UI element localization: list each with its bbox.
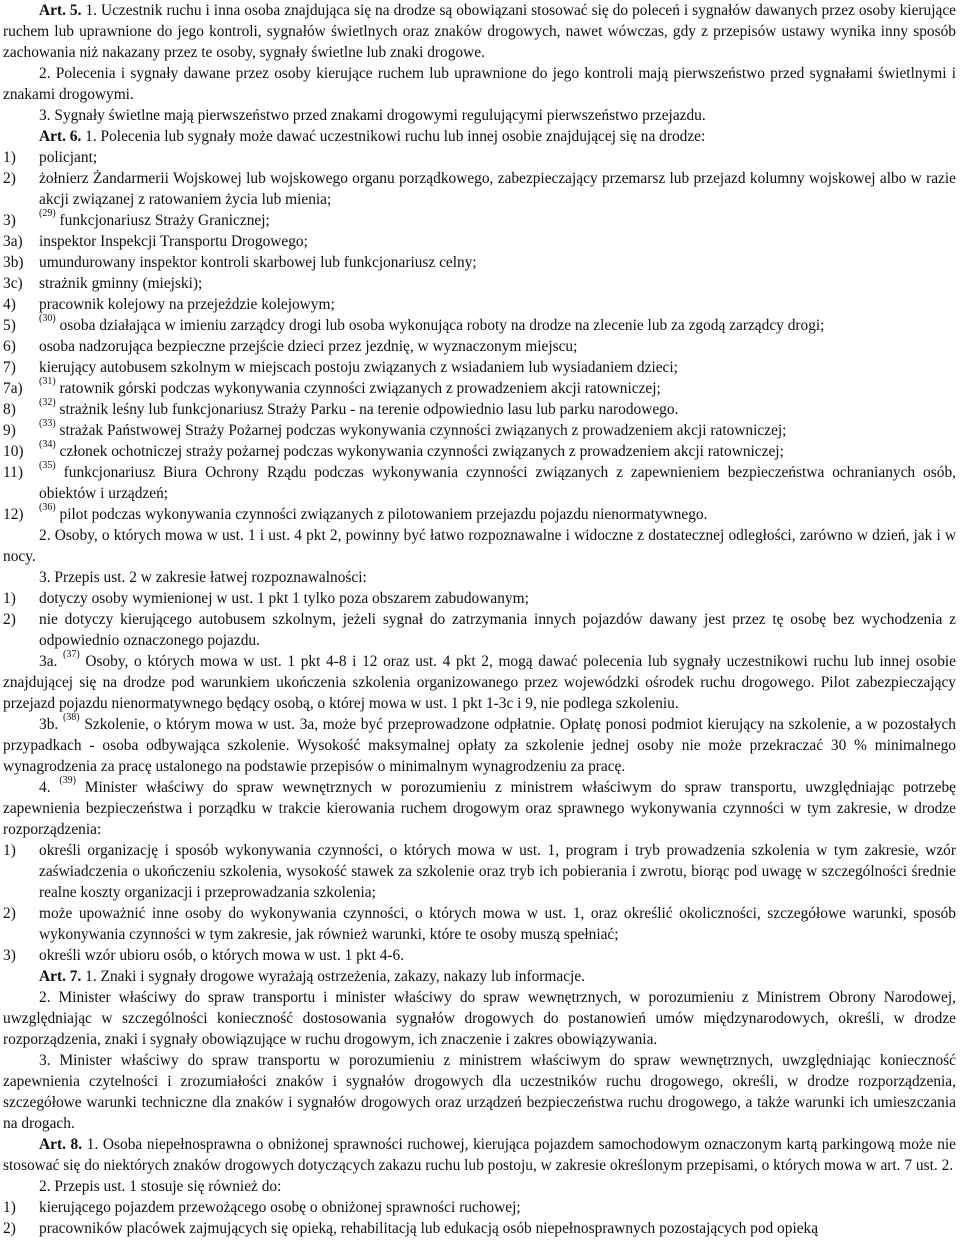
art-8-paragraph-2: 2. Przepis ust. 1 stosuje się również do: — [39, 1178, 282, 1195]
art-7-paragraph-3: 3. Minister właściwy do spraw transportu w porozumieniu z ministrem właściwym do spraw wewnętrznych, uwzględniając konieczność zapewnienia czytelności i zrozumiałości znaków i sygnałów drogowych dla uczestników ruchu drogowego, określi, w drodze rozporządzenia, szczegółowe warunki techniczne dla znaków i sygnałów drogowych oraz urządzeń bezpieczeństwa ruchu drogowego, a także warunki ich umieszczania na drogach. — [3, 1052, 956, 1132]
list-item-body: może upoważnić inne osoby do wykonywania czynności, o których mowa w ust. 1, oraz określić okoliczności, szczegółowe warunki, sposób wykonywania czynności w tym zakresie, jak również warunki, które te osoby muszą spełniać; — [39, 905, 956, 943]
list-item-number: 1) — [3, 149, 16, 166]
list-item — [3, 441, 956, 462]
list-item-number: 11) — [3, 464, 23, 481]
list-item-body: pracowników placówek zajmujących się opieką, rehabilitacją lub edukacją osób niepełnosprawnych pozostających pod opieką — [39, 1220, 819, 1237]
list-item-body: żołnierz Żandarmerii Wojskowej lub wojskowego organu porządkowego, zabezpieczający przemarsz lub przejazd kolumny wojskowej albo w razie akcji związanej z ratowaniem życia lub mienia; — [39, 170, 956, 208]
art-7-paragraph-2: 2. Minister właściwy do spraw transportu i minister właściwy do spraw wewnętrznych, w porozumieniu z Ministrem Obrony Narodowej, uwzględniając w szczególności konieczność dostosowania sygnałów drogowych do postanowień umów międzynarodowych, określi, w drodze rozporządzenia, znaki i sygnały obowiązujące w ruchu drogowym, ich znaczenie i zakres obowiązywania. — [3, 989, 956, 1048]
list-item-text — [39, 588, 956, 609]
list-item-text — [39, 840, 956, 903]
list-item-body: umundurowany inspektor kontroli skarbowej lub funkcjonariusz celny; — [39, 254, 477, 271]
list-item-text — [39, 336, 956, 357]
list-item — [3, 210, 956, 231]
list-item-text — [39, 168, 956, 210]
art-6-paragraph-3b — [3, 714, 956, 777]
art-6-p4-list — [3, 840, 956, 966]
art-8-heading: Art. 8. — [39, 1136, 83, 1153]
art-6-p4-text: Minister właściwy do spraw wewnętrznych w porozumieniu z ministrem właściwym do spraw transportu, uwzględniając potrzebę zapewnienia bezpieczeństwa i porządku w trakcie kierowania ruchem drogowym oraz sprawnego wykonywania czynności w tym zakresie, w drodze rozporządzenia: — [3, 779, 956, 838]
list-item — [3, 840, 956, 903]
list-item-text — [39, 504, 956, 525]
footnote-ref: (39) — [59, 775, 76, 786]
list-item-text — [39, 945, 956, 966]
art-7-heading: Art. 7. — [39, 968, 82, 985]
list-item-body: określi wzór ubioru osób, o których mowa w ust. 1 pkt 4-6. — [39, 947, 405, 964]
list-item-number: 10) — [3, 443, 24, 460]
list-item-body: dotyczy osoby wymienionej w ust. 1 pkt 1 tylko poza obszarem zabudowanym; — [39, 590, 529, 607]
list-item — [3, 378, 956, 399]
list-item-number: 4) — [3, 296, 16, 313]
list-item-number: 7a) — [3, 380, 23, 397]
list-item-number: 3b) — [3, 254, 24, 271]
list-item-number: 7) — [3, 359, 16, 376]
list-item — [3, 462, 956, 504]
list-item — [3, 315, 956, 336]
art-6-paragraph-3: 3. Przepis ust. 2 w zakresie łatwej rozpoznawalności: — [39, 569, 367, 586]
footnote-ref: (33) — [39, 418, 56, 429]
footnote-ref: (36) — [39, 502, 56, 513]
list-item-text — [39, 420, 956, 441]
art-6-p3a-number: 3a. — [39, 653, 58, 670]
list-item — [3, 420, 956, 441]
footnote-ref: (31) — [39, 376, 56, 387]
list-item-number: 5) — [3, 317, 16, 334]
list-item-text — [39, 147, 956, 168]
list-item-body: osoba nadzorująca bezpieczne przejście dzieci przez jezdnię, w wyznaczonym miejscu; — [39, 338, 578, 355]
list-item-body: policjant; — [39, 149, 98, 166]
art-6-p3a-text: Osoby, o których mowa w ust. 1 pkt 4-8 i 12 oraz ust. 4 pkt 2, mogą dawać polecenia lub sygnały uczestnikowi ruchu lub innej osobie znajdującej się na drodze pod warunkiem ukończenia szkolenia organizowanego przez wojewódzki ośrodek ruchu drogowego. Pilot zabezpieczający przejazd pojazdu nienormatywnego będący osobą, o której mowa w ust. 1 pkt 1-3c i 9, nie podlega szkoleniu. — [3, 653, 956, 712]
list-item — [3, 147, 956, 168]
footnote-ref: (32) — [39, 397, 56, 408]
list-item-body: określi organizację i sposób wykonywania czynności, o których mowa w ust. 1, program i tryb prowadzenia szkolenia w tym zakresie, wzór zaświadczenia o ukończeniu szkolenia, wysokość stawek za szkolenie oraz tryb ich pobierania i zwrotu, biorąc pod uwagę w szczególności średnie realne koszty organizacji i przeprowadzania szkolenia; — [39, 842, 956, 901]
list-item-body: nie dotyczy kierującego autobusem szkolnym, jeżeli sygnał do zatrzymania innych pojazdów dawany jest przez tę osobę bez wychodzenia z odpowiednio oznaczonego pojazdu. — [39, 611, 956, 649]
list-item-body: członek ochotniczej straży pożarnej podczas wykonywania czynności związanych z prowadzeniem akcji ratowniczej; — [59, 443, 784, 460]
art-6-heading: Art. 6. — [39, 128, 82, 145]
list-item — [3, 588, 956, 609]
list-item-number: 2) — [3, 1220, 16, 1237]
list-item-body: funkcjonariusz Straży Granicznej; — [59, 212, 270, 229]
list-item-text — [39, 903, 956, 945]
list-item — [3, 1197, 956, 1218]
art-8-p1-text: 1. Osoba niepełnosprawna o obniżonej sprawności ruchowej, kierująca pojazdem samochodowym oznaczonym kartą parkingową może nie stosować się do niektórych znaków drogowych dotyczących zakazu ruchu lub postoju, w zakresie określonym przepisami, o których mowa w art. 7 ust. 2. — [3, 1136, 956, 1174]
art-5-p1-text: 1. Uczestnik ruchu i inna osoba znajdująca się na drodze są obowiązani stosować się do poleceń i sygnałów dawanych przez osoby kierujące ruchem lub uprawnione do jego kontroli, sygnałów świetlnych oraz znaków drogowych, nawet wówczas, gdy z przepisów ustawy wynika inny sposób zachowania niż nakazany przez te osoby, sygnały świetlne lub znaki drogowe. — [3, 2, 956, 61]
list-item — [3, 504, 956, 525]
list-item-body: strażnik gminny (miejski); — [39, 275, 203, 292]
list-item-text — [39, 609, 956, 651]
art-6-p3-list — [3, 588, 956, 651]
list-item — [3, 168, 956, 210]
art-5-paragraph-2: 2. Polecenia i sygnały dawane przez osoby kierujące ruchem lub uprawnione do jego kontroli mają pierwszeństwo przed sygnałami świetlnymi i znakami drogowymi. — [3, 65, 956, 103]
list-item — [3, 357, 956, 378]
art-7-p1-text: 1. Znaki i sygnały drogowe wyrażają ostrzeżenia, zakazy, nakazy lub informacje. — [81, 968, 585, 985]
list-item-text — [39, 315, 956, 336]
list-item-body: funkcjonariusz Biura Ochrony Rządu podczas wykonywania czynności związanych z zapewnieniem bezpieczeństwa ochranianych osób, obiektów i urządzeń; — [39, 464, 956, 502]
footnote-ref: (38) — [62, 712, 80, 723]
list-item-number: 8) — [3, 401, 16, 418]
list-item-number: 2) — [3, 905, 16, 922]
list-item-number: 3) — [3, 947, 16, 964]
list-item-text — [39, 462, 956, 504]
list-item-number: 9) — [3, 422, 16, 439]
art-6-p3b-number: 3b. — [39, 716, 59, 733]
art-7-paragraph-1 — [3, 966, 956, 987]
list-item-number: 1) — [3, 842, 16, 859]
list-item-body: osoba działająca w imieniu zarządcy drogi lub osoba wykonująca roboty na drodze na zlecenie lub za zgodą zarządcy drogi; — [59, 317, 825, 334]
art-6-paragraph-4 — [3, 777, 956, 840]
list-item-number: 3) — [3, 212, 16, 229]
list-item — [3, 903, 956, 945]
list-item-text — [39, 357, 956, 378]
list-item-body: strażak Państwowej Straży Pożarnej podczas wykonywania czynności związanych z prowadzeniem akcji ratowniczej; — [59, 422, 787, 439]
list-item — [3, 609, 956, 651]
list-item — [3, 1218, 956, 1239]
list-item-body: pracownik kolejowy na przejeździe kolejowym; — [39, 296, 335, 313]
list-item — [3, 294, 956, 315]
list-item-text — [39, 210, 956, 231]
art-8-list — [3, 1197, 956, 1239]
footnote-ref: (30) — [39, 313, 56, 324]
art-6-p1-text: 1. Polecenia lub sygnały może dawać uczestnikowi ruchu lub innej osobie znajdującej się na drodze: — [81, 128, 706, 145]
list-item-text — [39, 1218, 956, 1239]
art-6-paragraph-2: 2. Osoby, o których mowa w ust. 1 i ust. 4 pkt 2, powinny być łatwo rozpoznawalne i widoczne z dostatecznej odległości, zarówno w dzień, jak i w nocy. — [3, 527, 956, 565]
list-item — [3, 399, 956, 420]
list-item-text — [39, 273, 956, 294]
footnote-ref: (29) — [39, 208, 56, 219]
list-item-body: ratownik górski podczas wykonywania czynności związanych z prowadzeniem akcji ratowniczej; — [59, 380, 661, 397]
list-item — [3, 945, 956, 966]
list-item-number: 2) — [3, 611, 16, 628]
art-6-paragraph-1 — [3, 126, 956, 147]
list-item — [3, 336, 956, 357]
list-item-text — [39, 399, 956, 420]
art-6-list — [3, 147, 956, 525]
list-item-text — [39, 378, 956, 399]
art-5-heading: Art. 5. — [39, 2, 82, 19]
art-5-paragraph-1 — [3, 0, 956, 63]
list-item-body: strażnik leśny lub funkcjonariusz Straży Parku - na terenie odpowiednio lasu lub parku narodowego. — [59, 401, 679, 418]
art-8-paragraph-1 — [3, 1134, 956, 1176]
art-5-paragraph-3: 3. Sygnały świetlne mają pierwszeństwo przed znakami drogowymi regulującymi pierwszeństwo przejazdu. — [39, 107, 706, 124]
list-item-number: 3c) — [3, 275, 23, 292]
footnote-ref: (34) — [39, 439, 56, 450]
list-item-text — [39, 1197, 956, 1218]
art-6-p4-number: 4. — [39, 779, 51, 796]
list-item-body: pilot podczas wykonywania czynności związanych z pilotowaniem przejazdu pojazdu nienormatywnego. — [59, 506, 708, 523]
list-item-number: 1) — [3, 590, 16, 607]
list-item-text — [39, 294, 956, 315]
list-item-text — [39, 252, 956, 273]
footnote-ref: (35) — [39, 460, 56, 471]
list-item-text — [39, 231, 956, 252]
list-item — [3, 273, 956, 294]
list-item — [3, 252, 956, 273]
list-item-body: kierujący autobusem szkolnym w miejscach postoju związanych z wsiadaniem lub wysiadaniem dzieci; — [39, 359, 678, 376]
list-item-body: inspektor Inspekcji Transportu Drogowego; — [39, 233, 308, 250]
list-item-number: 12) — [3, 506, 24, 523]
list-item-number: 6) — [3, 338, 16, 355]
list-item-number: 3a) — [3, 233, 23, 250]
list-item-number: 2) — [3, 170, 16, 187]
list-item-body: kierującego pojazdem przewożącego osobę o obniżonej sprawności ruchowej; — [39, 1199, 521, 1216]
art-6-p3b-text: Szkolenie, o którym mowa w ust. 3a, może być przeprowadzone odpłatnie. Opłatę ponosi podmiot kierujący na szkolenie, a w pozostałych przypadkach - osoba odbywająca szkolenie. Wysokość maksymalnej opłaty za szkolenie jednej osoby nie może przekraczać 30 % minimalnego wynagrodzenia za pracę ustalonego na podstawie przepisów o minimalnym wynagrodzeniu za pracę. — [3, 716, 956, 775]
list-item — [3, 231, 956, 252]
list-item-number: 1) — [3, 1199, 16, 1216]
footnote-ref: (37) — [63, 649, 80, 660]
art-6-paragraph-3a — [3, 651, 956, 714]
list-item-text — [39, 441, 956, 462]
